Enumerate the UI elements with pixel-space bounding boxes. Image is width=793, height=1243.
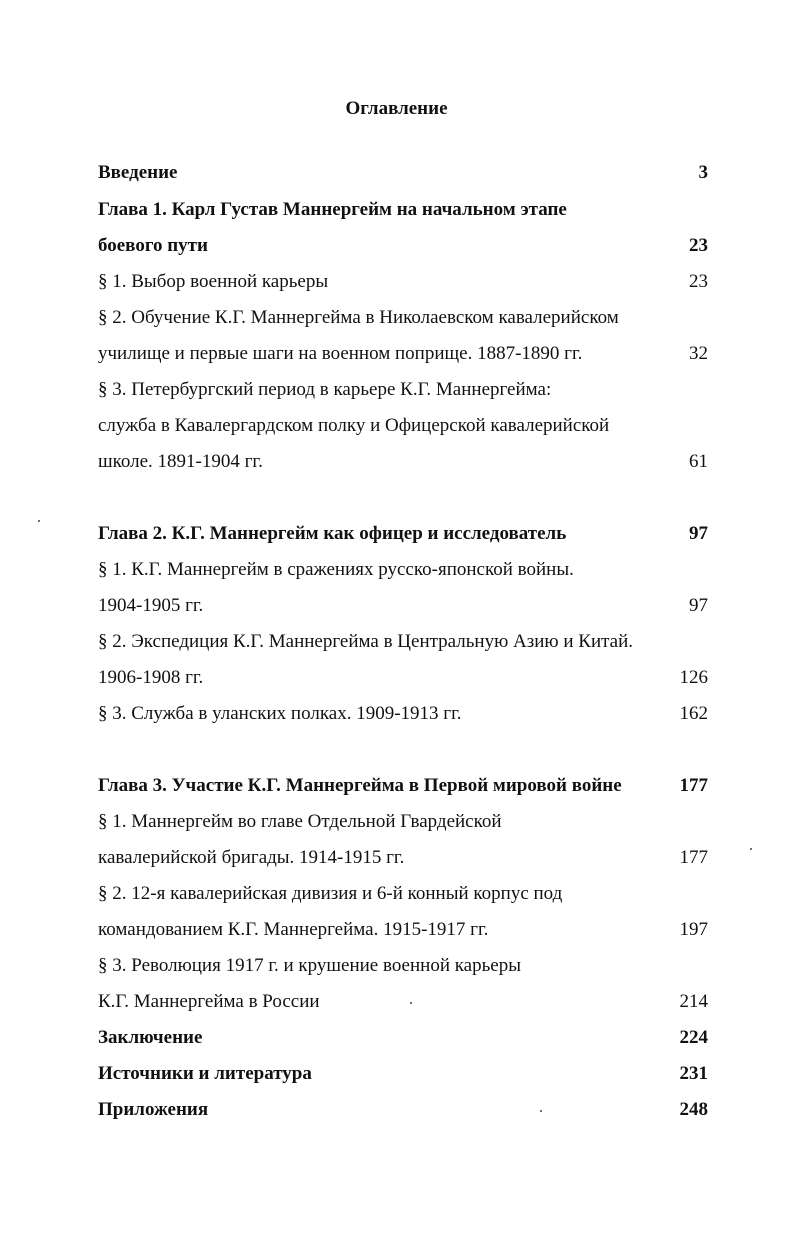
toc-entry-appendices [98, 1097, 708, 1123]
toc-entry-intro [98, 160, 708, 186]
toc-section-1-3-line2 [98, 413, 708, 439]
toc-chapter-1-line2 [98, 233, 708, 259]
toc-entry-text: 1904-1905 гг. [98, 595, 204, 616]
toc-section-1-3-line1 [98, 377, 708, 403]
page-title: Оглавление [345, 98, 448, 119]
toc-entry-text: § 2. Обучение К.Г. Маннергейма в Николаевском кавалерийском [98, 307, 619, 328]
toc-entry-conclusion [98, 1025, 708, 1051]
toc-section-3-2-line1 [98, 881, 708, 907]
toc-section-2-2-line2 [98, 665, 708, 691]
toc-entry-text: Введение [98, 162, 178, 183]
toc-entry-text: § 3. Петербургский период в карьере К.Г. Маннергейма: [98, 379, 552, 400]
toc-page-number: 23 [689, 271, 708, 292]
toc-page-number: 97 [689, 523, 708, 544]
toc-entry-text: § 1. Выбор военной карьеры [98, 271, 329, 292]
toc-entry-sources [98, 1061, 708, 1087]
scan-speck [540, 1110, 542, 1112]
toc-section-3-1-line1 [98, 809, 708, 835]
toc-section-3-1-line2 [98, 845, 708, 871]
toc-section-2-1-line1 [98, 557, 708, 583]
toc-page-number: 224 [679, 1027, 708, 1048]
toc-entry-text: боевого пути [98, 235, 208, 256]
toc-section-1-1 [98, 269, 708, 295]
toc-page-number: 214 [679, 991, 708, 1012]
toc-entry-text: Глава 1. Карл Густав Маннергейм на начальном этапе [98, 199, 567, 220]
toc-entry-text: § 1. Маннергейм во главе Отдельной Гвардейской [98, 811, 502, 832]
toc-page-number: 162 [679, 703, 708, 724]
toc-chapter-2 [98, 521, 708, 547]
toc-entry-text: Заключение [98, 1027, 203, 1048]
toc-entry-text: школе. 1891-1904 гг. [98, 451, 263, 472]
scan-speck [750, 848, 752, 850]
toc-page-number: 126 [679, 667, 708, 688]
toc-page-number: 61 [689, 451, 708, 472]
toc-entry-text: § 2. Экспедиция К.Г. Маннергейма в Центральную Азию и Китай. [98, 631, 633, 652]
toc-section-3-3-line2 [98, 989, 708, 1015]
toc-page-number: 32 [689, 343, 708, 364]
toc-entry-text: 1906-1908 гг. [98, 667, 204, 688]
toc-page-number: 3 [698, 162, 708, 183]
toc-entry-text: § 3. Революция 1917 г. и крушение военной карьеры [98, 955, 521, 976]
toc-section-2-2-line1 [98, 629, 708, 655]
toc-page-number: 97 [689, 595, 708, 616]
toc-section-3-2-line2 [98, 917, 708, 943]
toc-entry-text: командованием К.Г. Маннергейма. 1915-1917 гг. [98, 919, 489, 940]
toc-entry-text: Глава 2. К.Г. Маннергейм как офицер и исследователь [98, 523, 567, 544]
toc-page-number: 248 [679, 1099, 708, 1120]
toc-section-1-2-line2 [98, 341, 708, 367]
toc-section-2-3 [98, 701, 708, 727]
toc-chapter-1-line1 [98, 197, 708, 223]
toc-section-3-3-line1 [98, 953, 708, 979]
toc-page-number: 231 [679, 1063, 708, 1084]
toc-section-2-1-line2 [98, 593, 708, 619]
toc-entry-text: Источники и литература [98, 1063, 312, 1084]
toc-page-number: 197 [679, 919, 708, 940]
toc-section-1-3-line3 [98, 449, 708, 475]
toc-page-number: 177 [679, 775, 708, 796]
toc-page-number: 177 [679, 847, 708, 868]
scan-speck [410, 1002, 412, 1004]
toc-entry-text: § 3. Служба в уланских полках. 1909-1913 гг. [98, 703, 462, 724]
toc-entry-text: Глава 3. Участие К.Г. Маннергейма в Первой мировой войне [98, 775, 622, 796]
toc-page-number: 23 [689, 235, 708, 256]
toc-entry-text: К.Г. Маннергейма в России [98, 991, 320, 1012]
toc-entry-text: служба в Кавалергардском полку и Офицерской кавалерийской [98, 415, 610, 436]
toc-section-1-2-line1 [98, 305, 708, 331]
toc-entry-text: Приложения [98, 1099, 209, 1120]
toc-entry-text: § 2. 12-я кавалерийская дивизия и 6-й конный корпус под [98, 883, 563, 904]
scan-speck [38, 520, 40, 522]
toc-entry-text: § 1. К.Г. Маннергейм в сражениях русско-японской войны. [98, 559, 574, 580]
toc-entry-text: кавалерийской бригады. 1914-1915 гг. [98, 847, 405, 868]
toc-entry-text: училище и первые шаги на военном поприще. 1887-1890 гг. [98, 343, 583, 364]
toc-chapter-3 [98, 773, 708, 799]
